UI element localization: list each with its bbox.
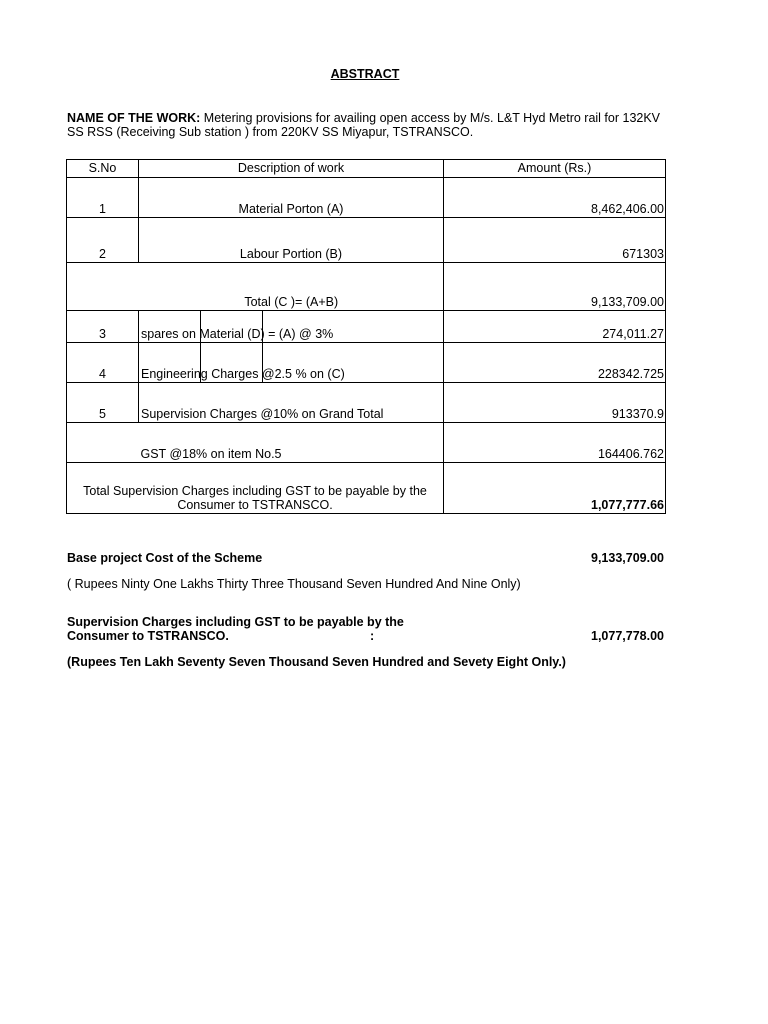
document-title: ABSTRACT <box>330 67 400 81</box>
base-cost-value: 9,133,709.00 <box>591 551 664 565</box>
table-row <box>67 178 666 218</box>
supervision-line <box>67 615 664 645</box>
row-description: Labour Portion (B) <box>139 218 444 263</box>
row-description: Supervision Charges @10% on Grand Total <box>139 383 444 423</box>
row-sno: 3 <box>67 311 139 343</box>
table-header-row <box>67 160 666 178</box>
base-cost-label: Base project Cost of the Scheme <box>67 551 263 565</box>
supervision-colon: : <box>370 629 375 643</box>
supervision-value: 1,077,778.00 <box>591 629 664 643</box>
row-amount: 164406.762 <box>444 423 666 463</box>
table-row <box>67 343 666 383</box>
row-amount: 671303 <box>444 218 666 263</box>
supervision-words: (Rupees Ten Lakh Seventy Seven Thousand Seven Hundred and Sevety Eight Only.) <box>67 655 566 669</box>
header-amount: Amount (Rs.) <box>444 160 666 178</box>
supervision-label-line1: Supervision Charges including GST to be payable by the <box>67 615 404 629</box>
row-description: Material Porton (A) <box>139 178 444 218</box>
row-sno: 4 <box>67 343 139 383</box>
row-sno <box>67 423 139 463</box>
supervision-label <box>67 615 404 643</box>
row-amount: 274,011.27 <box>444 311 666 343</box>
table-row <box>67 383 666 423</box>
row-sno: 2 <box>67 218 139 263</box>
table-row <box>67 423 666 463</box>
row-amount: 1,077,777.66 <box>444 463 666 514</box>
header-description: Description of work <box>139 160 444 178</box>
grid-line <box>262 311 263 383</box>
name-of-work-text: Metering provisions for availing open access by M/s. L&T Hyd Metro rail for 132KV SS RSS (Receiving Sub station ) from 220KV SS Miyapur, TSTRANSCO. <box>67 111 661 139</box>
table-row <box>67 218 666 263</box>
row-amount: 228342.725 <box>444 343 666 383</box>
base-cost-line <box>67 551 664 567</box>
row-amount: 913370.9 <box>444 383 666 423</box>
row-sno: 1 <box>67 178 139 218</box>
row-description: spares on Material (D) = (A) @ 3% <box>139 311 444 343</box>
table-row <box>67 263 666 311</box>
row-sno <box>67 263 139 311</box>
row-amount: 9,133,709.00 <box>444 263 666 311</box>
supervision-label-line2: Consumer to TSTRANSCO. <box>67 629 229 643</box>
row-amount: 8,462,406.00 <box>444 178 666 218</box>
row-description: GST @18% on item No.5 <box>139 423 444 463</box>
row-description: Total Supervision Charges including GST to be payable by the Consumer to TSTRANSCO. <box>67 463 444 514</box>
row-description: Total (C )= (A+B) <box>139 263 444 311</box>
abstract-table <box>66 159 666 514</box>
grid-line <box>200 311 201 383</box>
base-cost-words: ( Rupees Ninty One Lakhs Thirty Three Thousand Seven Hundred And Nine Only) <box>67 577 521 591</box>
name-of-work-label: NAME OF THE WORK: <box>67 111 201 125</box>
row-sno: 5 <box>67 383 139 423</box>
header-sno: S.No <box>67 160 139 178</box>
row-description: Engineering Charges @2.5 % on (C) <box>139 343 444 383</box>
table-row <box>67 311 666 343</box>
name-of-work <box>67 111 667 139</box>
table-row-total-supervision <box>67 463 666 514</box>
